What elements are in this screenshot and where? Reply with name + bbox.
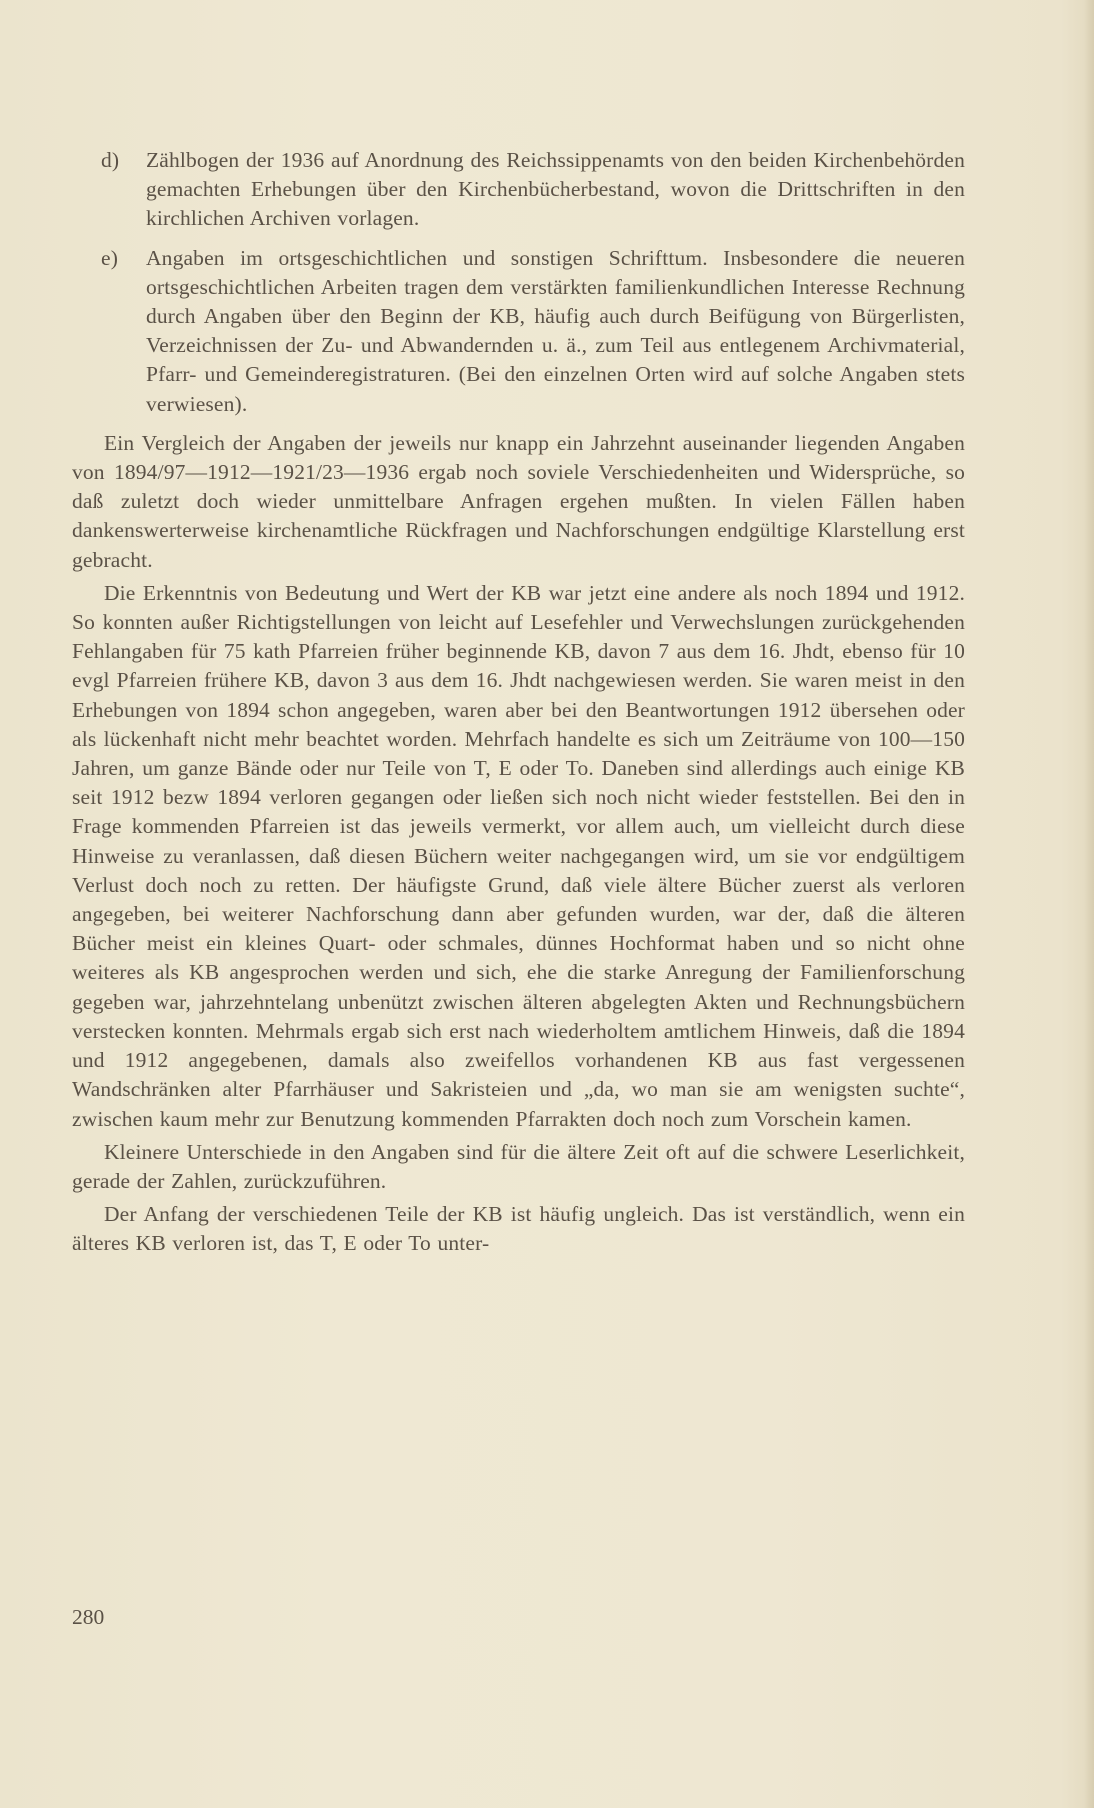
page-number: 280 [72,1605,105,1629]
list-item-d [101,146,965,234]
paragraph-comparison: Ein Vergleich der Angaben der jeweils nur knapp ein Jahrzehnt auseinander liegenden Angaben von 1894/97—1912—1921/23—1936 ergab noch soviele Verschiedenheiten und Widersprüche, so daß zuletzt doch wieder unmittelbare Anfragen ergehen mußten. In vielen Fällen haben dankenswerterweise kirchenamtliche Rückfragen und Nachforschungen endgültige Klarstellung erst gebracht. [72,430,965,572]
paragraph-beginning: Der Anfang der verschiedenen Teile der KB ist häufig ungleich. Das ist verständlich, wenn ein älteres KB verloren ist, das T, E oder To unter- [72,1202,965,1256]
list-marker: d) [101,148,120,172]
list-item-text: Zählbogen der 1936 auf Anordnung des Reichssippenamts von den beiden Kirchenbehörden gemachten Erhebungen über den Kirchenbücherbestand, wovon die Drittschriften in den kirchlichen Archiven vorlagen. [146,148,965,231]
list-marker: e) [101,245,119,270]
page-edge-shadow [1084,0,1094,1808]
paragraph-recognition: Die Erkenntnis von Bedeutung und Wert der KB war jetzt eine andere als noch 1894 und 1912. So konnten außer Richtigstellungen von leicht auf Lesefehler und Verwechslungen zurückgehenden Fehlangaben für 75 kath Pfarreien früher beginnende KB, davon 7 aus dem 16. Jhdt, ebenso für 10 evgl Pfarreien frühere KB, davon 3 aus dem 16. Jhdt nachgewiesen werden. Sie waren meist in den Erhebungen von 1894 schon angegeben, waren aber bei den Beantwortungen 1912 übersehen oder als lückenhaft nicht mehr beachtet worden. Mehrfach handelte es sich um Zeiträume von 100—150 Jahren, um ganze Bände oder nur Teile von T, E oder To. Daneben sind allerdings auch einige KB seit 1912 bezw 1894 verloren gegangen oder ließen sich noch nicht wieder feststellen. Bei den in Frage kommenden Pfarreien ist das jeweils vermerkt, vor allem auch, um vielleicht durch diese Hinweise zu veranlassen, daß diesen Büchern weiter nachgegangen wird, um sie vor endgültigem Verlust doch noch zu retten. Der häufigste Grund, daß viele ältere Bücher zuerst als verloren angegeben, bei weiterer Nachforschung dann aber gefunden wurden, war der, daß die älteren Bücher meist ein kleines Quart- oder schmales, dünnes Hochformat haben und so nicht ohne weiteres als KB angesprochen werden und sich, ehe die starke Anregung der Familienforschung gegeben war, jahrzehntelang unbenützt zwischen älteren abgelegten Akten und Rechnungsbüchern verstecken konnten. Mehrmals ergab sich erst nach wiederholtem amtlichem Hinweis, daß die 1894 und 1912 angegebenen, damals also zweifellos vorhandenen KB aus fast vergessenen Wandschränken alter Pfarrhäuser und Sakristeien und „da, wo man sie am wenigsten suchte“, zwischen kaum mehr zur Benutzung kommenden Pfarrakten doch noch zum Vorschein kamen. [72,580,965,1131]
list-item-text: Angaben im ortsgeschichtlichen und sonstigen Schrifttum. Insbesondere die neueren ortsgeschichtlichen Arbeiten tragen dem verstärkten familienkundlichen Interesse Rechnung durch Angaben über den Beginn der KB, häufig auch durch Beifügung von Bürgerlisten, Verzeichnissen der Zu- und Abwandernden u. ä., zum Teil aus entlegenem Archivmaterial, Pfarr- und Gemeinderegistraturen. (Bei den einzelnen Orten wird auf solche Angaben stets verwiesen). [146,245,965,416]
paragraph-minor-differences: Kleinere Unterschiede in den Angaben sind für die ältere Zeit oft auf die schwere Leserlichkeit, gerade der Zahlen, zurückzuführen. [72,1139,965,1193]
page-body-text [72,146,965,1259]
list-item-e [101,244,965,419]
